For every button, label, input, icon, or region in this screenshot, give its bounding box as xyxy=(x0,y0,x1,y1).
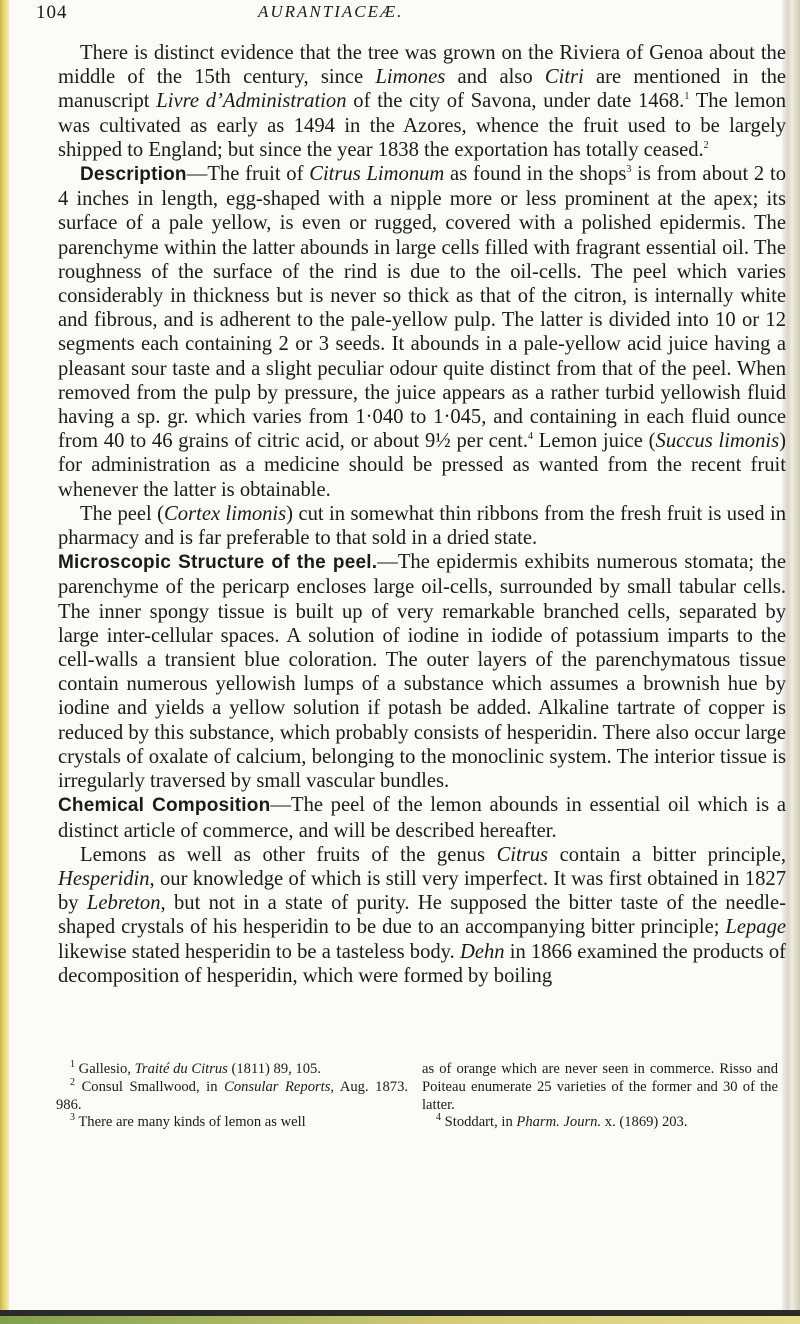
section-heading-description: Description xyxy=(80,164,187,186)
footnotes-left-column xyxy=(56,1061,408,1132)
footnote-ref: 4 xyxy=(528,431,534,443)
running-head: AURANTIACEÆ. xyxy=(258,2,404,21)
footnote-3: $^3$ There are many kinds of lemon as well xyxy=(70,1112,306,1131)
footnotes-right-column xyxy=(422,1061,778,1132)
section-heading-chemical: Chemical Composition xyxy=(58,795,271,817)
footnotes xyxy=(56,1061,778,1132)
footnote-ref: 1 xyxy=(684,91,690,103)
paragraph-history: There is distinct evidence that the tree was grown on the Riviera of Genoa about the middle of the 15th century, since Limones and also Citri are mentioned in the manuscript Livre d’Administration of the city of Savona, under date 1468.$^1$ The lemon was cultivated as early as 1494 in the Azores, whence the fruit used to be largely shipped to England; but since the year 1838 the exportation has totally ceased.$^2$ xyxy=(58,42,787,161)
footnote-ref: 2 xyxy=(703,139,709,151)
footnote-4: $^4$ Stoddart, in Pharm. Journ. x. (1869) 203. xyxy=(436,1112,688,1131)
footnote-2: $^2$ Consul Smallwood, in Consular Reports, Aug. 1873. 986. xyxy=(56,1076,409,1113)
paragraph-description: Description—The fruit of Citrus Limonum as found in the shops$^3$ is from about 2 to 4 inches in length, egg-shaped with a nipple more or less prominent at the apex; its surface of a pale yellow, is even or rugged, covered with a polished epidermis. The parenchyme within the latter abounds in large cells filled with fragrant essential oil. The roughness of the surface of the rind is due to the oil-cells. The peel which varies considerably in thickness but is never so thick as that of the citron, is internally white and fibrous, and is adherent to the pale-yellow pulp. The latter is divided into 10 or 12 segments each containing 2 or 3 seeds. It abounds in a pale-yellow acid juice having a pleasant sour taste and a slight peculiar odour quite distinct from that of the peel. When removed from the pulp by pressure, the juice appears as a rather turbid yellowish fluid having a sp. gr. which varies from 1·040 to 1·045, and containing in each fluid ounce from 40 to 46 grains of citric acid, or about 9½ per cent.$^4$ Lemon juice (Succus limonis) for administration as a medicine should be pressed as wanted from the recent fruit whenever the latter is obtainable. xyxy=(58,163,787,501)
page-binding-edge xyxy=(0,0,9,1324)
paragraph-peel: The peel (Cortex limonis) cut in somewhat thin ribbons from the fresh fruit is used in pharmacy and is far preferable to that sold in a dried state. xyxy=(58,502,786,550)
paragraph-microscopic: Microscopic Structure of the peel.—The epidermis exhibits numerous stomata; the parenchyme of the pericarp encloses large oil-cells, surrounded by small tabular cells. The inner spongy tissue is built up of very remarkable branched cells, separated by large inter-cellular spaces. A solution of iodine in iodide of potassium imparts to the cell-walls a transient blue coloration. The outer layers of the parenchymatous tissue contain numerous yellowish lumps of a substance which assumes a brownish hue by iodine and yields a yellow solution if potash be added. Alkaline tartrate of copper is reduced by this substance, which probably consists of hesperidin. There also occur large crystals of oxalate of calcium, belonging to the monoclinic system. The interior tissue is irregularly traversed by small vascular bundles. xyxy=(58,551,786,793)
body-text xyxy=(58,41,786,988)
footnote-ref: 3 xyxy=(626,164,632,176)
page-number: 104 xyxy=(36,2,68,23)
paragraph-chemical: Chemical Composition—The peel of the lemon abounds in essential oil which is a distinct article of commerce, and will be described hereafter. xyxy=(58,794,786,842)
footnote-3-continued: as of orange which are never seen in commerce. Risso and Poiteau enumerate 25 varieties of the former and 30 of the latter. xyxy=(422,1061,778,1113)
footnote-1: $^1$ Gallesio, Traité du Citrus (1811) 89, 105. xyxy=(70,1059,321,1077)
page-header xyxy=(36,2,776,28)
scan-bottom-edge xyxy=(0,1316,800,1324)
paragraph-hesperidin: Lemons as well as other fruits of the genus Citrus contain a bitter principle, Hesperidin, our knowledge of which is still very imperfect. It was first obtained in 1827 by Lebreton, but not in a state of purity. He supposed the bitter taste of the needle-shaped crystals of his hesperidin to be due to an accompanying bitter principle; Lepage likewise stated hesperidin to be a tasteless body. Dehn in 1866 examined the products of decomposition of hesperidin, which were formed by boiling xyxy=(58,843,787,987)
section-heading-microscopic: Microscopic Structure of the peel. xyxy=(58,552,378,574)
